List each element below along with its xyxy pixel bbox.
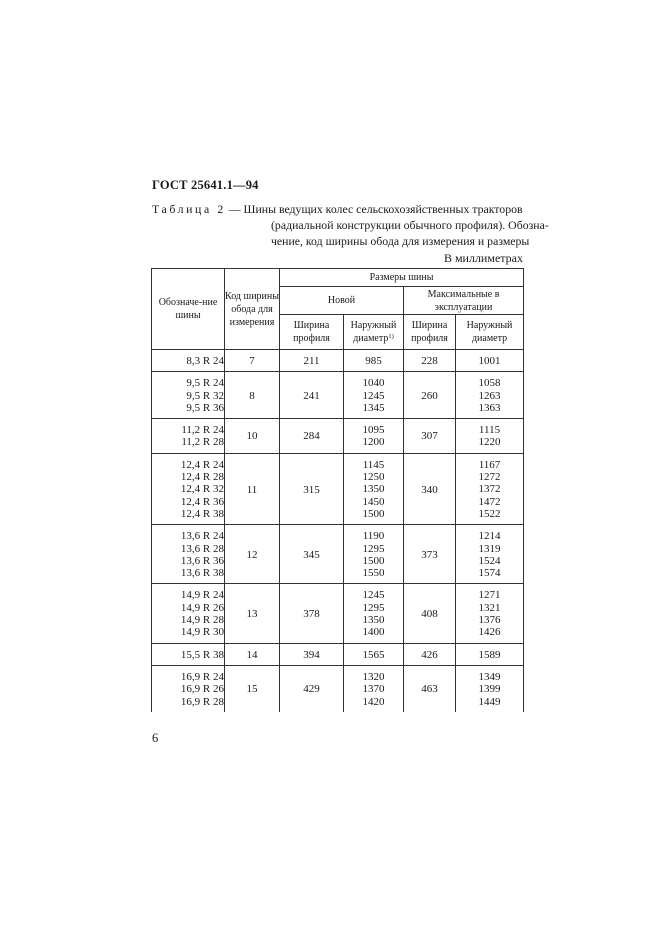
cell-rim-code: 13 bbox=[225, 584, 280, 643]
cell-width-new: 429 bbox=[280, 665, 344, 711]
cell-width-service: 408 bbox=[404, 584, 456, 643]
cell-width-service: 373 bbox=[404, 525, 456, 584]
cell-diameter-new-value: 1250 bbox=[362, 471, 385, 484]
cell-designation-value: 12,4 R 28 bbox=[180, 471, 224, 484]
cell-diameter-new-value: 1500 bbox=[362, 554, 385, 567]
cell-diameter-service-value: 1321 bbox=[478, 601, 501, 614]
cell-designation bbox=[152, 453, 225, 524]
header-designation: Обозначе-ние шины bbox=[152, 269, 225, 350]
cell-diameter-new-value: 1550 bbox=[362, 567, 385, 580]
footnote-marker: 1) bbox=[388, 333, 394, 340]
cell-diameter-new-value: 1295 bbox=[362, 601, 385, 614]
cell-diameter-new-value: 985 bbox=[365, 355, 382, 367]
cell-diameter-new-value: 1245 bbox=[362, 389, 385, 402]
cell-designation-value: 16,9 R 26 bbox=[180, 683, 224, 696]
table-header bbox=[152, 269, 524, 350]
table-caption bbox=[152, 201, 549, 249]
cell-diameter-new-value: 1350 bbox=[362, 614, 385, 627]
cell-diameter-new-value: 1245 bbox=[362, 589, 385, 602]
cell-diameter-service-value: 1574 bbox=[478, 567, 501, 580]
cell-diameter-service-value: 1426 bbox=[478, 626, 501, 639]
cell-width-new: 345 bbox=[280, 525, 344, 584]
cell-diameter-new bbox=[344, 665, 404, 711]
cell-diameter-new-value: 1200 bbox=[362, 436, 385, 449]
cell-diameter-new-value: 1345 bbox=[362, 401, 385, 414]
cell-diameter-new bbox=[344, 350, 404, 372]
cell-rim-code: 15 bbox=[225, 665, 280, 711]
cell-width-new: 378 bbox=[280, 584, 344, 643]
cell-diameter-service-value: 1001 bbox=[478, 355, 501, 367]
cell-width-new: 315 bbox=[280, 453, 344, 524]
units-label: В миллиметрах bbox=[443, 251, 523, 265]
cell-rim-code: 8 bbox=[225, 372, 280, 419]
cell-width-new: 211 bbox=[280, 350, 344, 372]
cell-diameter-new bbox=[344, 419, 404, 454]
cell-diameter-service-value: 1449 bbox=[478, 695, 501, 708]
cell-width-service: 228 bbox=[404, 350, 456, 372]
cell-designation-value: 13,6 R 24 bbox=[180, 530, 224, 543]
cell-diameter-new-value: 1320 bbox=[362, 670, 385, 683]
header-max-in-service: Максимальные в эксплуатации bbox=[404, 287, 524, 315]
table-row bbox=[152, 372, 524, 419]
cell-rim-code: 11 bbox=[225, 453, 280, 524]
cell-designation-value: 12,4 R 38 bbox=[180, 507, 224, 520]
table-row bbox=[152, 584, 524, 643]
cell-designation bbox=[152, 584, 225, 643]
cell-diameter-service-value: 1399 bbox=[478, 683, 501, 696]
cell-width-new: 284 bbox=[280, 419, 344, 454]
cell-designation bbox=[152, 665, 225, 711]
cell-diameter-new-value: 1350 bbox=[362, 483, 385, 496]
cell-diameter-service bbox=[456, 525, 524, 584]
cell-diameter-service-value: 1115 bbox=[478, 424, 501, 437]
cell-rim-code: 12 bbox=[225, 525, 280, 584]
cell-designation-value: 12,4 R 24 bbox=[180, 458, 224, 471]
cell-diameter-service-value: 1167 bbox=[478, 458, 501, 471]
cell-diameter-service-value: 1058 bbox=[478, 377, 501, 390]
tire-size-table bbox=[151, 268, 524, 712]
document-code: ГОСТ 25641.1—94 bbox=[152, 178, 259, 192]
table-row bbox=[152, 643, 524, 665]
cell-diameter-service-value: 1522 bbox=[478, 507, 501, 520]
cell-diameter-new bbox=[344, 453, 404, 524]
cell-diameter-new-value: 1295 bbox=[362, 542, 385, 555]
caption-line-1: — Шины ведущих колес сельскохозяйственных тракторов bbox=[228, 202, 523, 216]
cell-diameter-service-value: 1349 bbox=[478, 670, 501, 683]
cell-designation bbox=[152, 350, 225, 372]
header-width-new: Ширина профиля bbox=[280, 315, 344, 350]
table-body bbox=[152, 350, 524, 712]
cell-rim-code: 10 bbox=[225, 419, 280, 454]
cell-designation-value: 16,9 R 24 bbox=[180, 670, 224, 683]
cell-designation-value: 12,4 R 32 bbox=[180, 483, 224, 496]
cell-diameter-service-value: 1271 bbox=[478, 589, 501, 602]
header-diameter-service: Наружный диаметр bbox=[456, 315, 524, 350]
cell-diameter-new-value: 1500 bbox=[362, 507, 385, 520]
header-new: Новой bbox=[280, 287, 404, 315]
cell-diameter-service-value: 1319 bbox=[478, 542, 501, 555]
cell-width-service: 307 bbox=[404, 419, 456, 454]
cell-diameter-new bbox=[344, 643, 404, 665]
cell-diameter-service-value: 1472 bbox=[478, 495, 501, 508]
cell-width-service: 426 bbox=[404, 643, 456, 665]
table-row bbox=[152, 350, 524, 372]
cell-diameter-new-value: 1450 bbox=[362, 495, 385, 508]
cell-designation bbox=[152, 372, 225, 419]
cell-designation-value: 16,9 R 28 bbox=[180, 695, 224, 708]
cell-designation-value: 13,6 R 38 bbox=[180, 567, 224, 580]
cell-designation-value: 14,9 R 26 bbox=[180, 601, 224, 614]
cell-rim-code: 7 bbox=[225, 350, 280, 372]
cell-diameter-service bbox=[456, 419, 524, 454]
cell-diameter-service-value: 1220 bbox=[478, 436, 501, 449]
cell-diameter-new-value: 1040 bbox=[362, 377, 385, 390]
cell-designation bbox=[152, 419, 225, 454]
cell-diameter-new-value: 1190 bbox=[362, 530, 385, 543]
cell-diameter-new bbox=[344, 525, 404, 584]
page-number: 6 bbox=[152, 731, 159, 745]
cell-diameter-new-value: 1400 bbox=[362, 626, 385, 639]
cell-rim-code: 14 bbox=[225, 643, 280, 665]
cell-diameter-new-value: 1145 bbox=[362, 458, 385, 471]
cell-designation-value: 14,9 R 24 bbox=[180, 589, 224, 602]
cell-designation bbox=[152, 525, 225, 584]
header-width-service: Ширина профиля bbox=[404, 315, 456, 350]
cell-designation-value: 9,5 R 32 bbox=[186, 389, 224, 402]
cell-designation-value: 14,9 R 30 bbox=[180, 626, 224, 639]
cell-diameter-service bbox=[456, 665, 524, 711]
cell-diameter-service-value: 1263 bbox=[478, 389, 501, 402]
cell-diameter-service bbox=[456, 453, 524, 524]
caption-line-3: чение, код ширины обода для измерения и размеры bbox=[271, 234, 530, 248]
cell-diameter-new bbox=[344, 372, 404, 419]
table-row bbox=[152, 419, 524, 454]
header-diameter-new: Наружный диаметр$^{1)}$ bbox=[344, 315, 404, 350]
cell-width-new: 241 bbox=[280, 372, 344, 419]
cell-diameter-service-value: 1524 bbox=[478, 554, 501, 567]
cell-width-new: 394 bbox=[280, 643, 344, 665]
cell-width-service: 260 bbox=[404, 372, 456, 419]
header-tire-sizes: Размеры шины bbox=[280, 269, 524, 287]
cell-designation-value: 13,6 R 28 bbox=[180, 542, 224, 555]
cell-diameter-service bbox=[456, 350, 524, 372]
cell-designation-value: 11,2 R 24 bbox=[181, 424, 224, 437]
table-row bbox=[152, 453, 524, 524]
cell-diameter-service-value: 1272 bbox=[478, 471, 501, 484]
cell-diameter-service-value: 1363 bbox=[478, 401, 501, 414]
cell-diameter-service bbox=[456, 584, 524, 643]
cell-designation-value: 13,6 R 36 bbox=[180, 554, 224, 567]
cell-designation-value: 11,2 R 28 bbox=[181, 436, 224, 449]
cell-diameter-service bbox=[456, 372, 524, 419]
cell-designation-value: 9,5 R 24 bbox=[186, 377, 224, 390]
cell-diameter-new-value: 1370 bbox=[362, 683, 385, 696]
cell-width-service: 340 bbox=[404, 453, 456, 524]
cell-diameter-new-value: 1565 bbox=[362, 648, 385, 661]
caption-line-2: (радиальной конструкции обычного профиля). Обозна- bbox=[271, 218, 549, 232]
table-row bbox=[152, 525, 524, 584]
cell-designation bbox=[152, 643, 225, 665]
header-rim-code: Код ширины обода для измерения bbox=[225, 269, 280, 350]
cell-diameter-service bbox=[456, 643, 524, 665]
cell-designation-value: 14,9 R 28 bbox=[180, 614, 224, 627]
cell-diameter-new-value: 1095 bbox=[362, 424, 385, 437]
cell-diameter-service-value: 1589 bbox=[478, 648, 501, 661]
cell-designation-value: 8,3 R 24 bbox=[186, 355, 224, 367]
cell-width-service: 463 bbox=[404, 665, 456, 711]
caption-label: Таблица 2 bbox=[152, 202, 226, 216]
cell-diameter-new bbox=[344, 584, 404, 643]
cell-designation-value: 12,4 R 36 bbox=[180, 495, 224, 508]
cell-diameter-service-value: 1214 bbox=[478, 530, 501, 543]
cell-diameter-service-value: 1376 bbox=[478, 614, 501, 627]
cell-designation-value: 9,5 R 36 bbox=[186, 401, 224, 414]
table-row bbox=[152, 665, 524, 711]
cell-diameter-new-value: 1420 bbox=[362, 695, 385, 708]
cell-designation-value: 15,5 R 38 bbox=[180, 648, 224, 661]
cell-diameter-service-value: 1372 bbox=[478, 483, 501, 496]
